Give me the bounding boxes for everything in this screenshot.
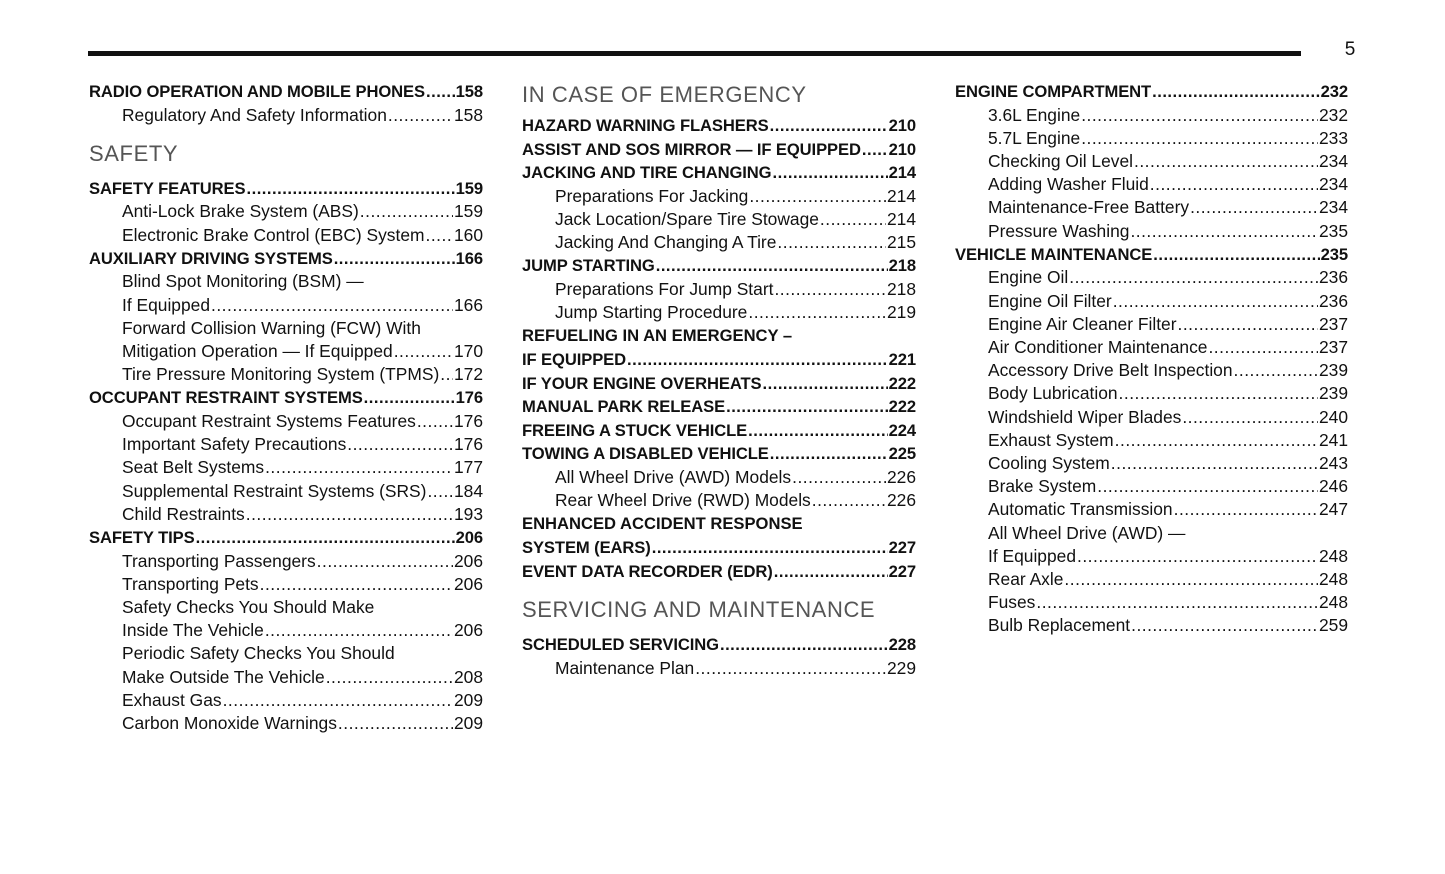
leader-dots <box>762 372 887 396</box>
toc-entry-jack-change[interactable] <box>522 231 916 254</box>
toc-entry-ears[interactable] <box>522 536 916 560</box>
toc-entry-park-release[interactable] <box>522 395 916 419</box>
leader-dots <box>440 363 453 386</box>
entry-label: Engine Oil <box>988 267 1069 288</box>
leader-dots <box>726 395 888 419</box>
leader-dots <box>394 340 453 363</box>
entry-label: Preparations For Jump Start <box>555 278 774 299</box>
toc-entry-bulb[interactable] <box>955 614 1348 637</box>
leader-dots <box>426 80 455 104</box>
entry-label: Occupant Restraint Systems Features <box>122 411 416 431</box>
toc-entry-brake[interactable] <box>955 475 1348 498</box>
entry-label: 5.7L Engine <box>988 127 1081 148</box>
toc-entry-battery[interactable] <box>955 196 1348 219</box>
entry-label: Jump Starting Procedure <box>555 302 748 323</box>
header-rule <box>88 51 1301 56</box>
leader-dots <box>196 526 455 550</box>
toc-entry-oil-filter[interactable] <box>955 290 1348 313</box>
toc-entry-cooling[interactable] <box>955 452 1348 475</box>
entry-label: Mitigation Operation — If Equipped <box>122 341 393 361</box>
leader-dots <box>1178 313 1318 336</box>
entry-page: 210 <box>888 139 916 159</box>
entry-label: Seat Belt Systems <box>122 457 265 478</box>
entry-label: Preparations For Jacking <box>555 185 749 206</box>
leader-dots <box>334 247 455 271</box>
leader-dots <box>720 633 888 657</box>
entry-page: 222 <box>888 373 916 393</box>
entry-label: Exhaust System <box>988 429 1114 450</box>
toc-entry-abs[interactable] <box>89 200 483 223</box>
entry-label: IF EQUIPPED <box>522 349 627 369</box>
entry-page: 235 <box>1318 220 1348 241</box>
leader-dots <box>1111 452 1318 475</box>
entry-page: 227 <box>888 537 916 557</box>
entry-label: JACKING AND TIRE CHANGING <box>522 163 772 183</box>
toc-entry-sos[interactable] <box>522 138 916 162</box>
entry-label: FREEING A STUCK VEHICLE <box>522 420 748 440</box>
entry-label: If Equipped <box>988 545 1076 566</box>
entry-page: 208 <box>453 666 483 687</box>
toc-entry-co[interactable] <box>89 712 483 735</box>
entry-page: 226 <box>886 466 916 487</box>
entry-label: Transporting Passengers <box>122 550 316 571</box>
leader-dots <box>1152 80 1320 104</box>
entry-page: 235 <box>1320 244 1348 264</box>
entry-label: Engine Oil Filter <box>988 290 1112 311</box>
toc-entry-refuel[interactable] <box>522 348 916 372</box>
entry-page: 218 <box>888 256 916 276</box>
leader-dots <box>695 657 886 680</box>
leader-dots <box>792 466 886 489</box>
entry-page: 232 <box>1320 82 1348 101</box>
toc-entry-inside-line1[interactable]: Safety Checks You Should Make <box>122 597 375 618</box>
entry-page: 221 <box>888 349 916 369</box>
leader-dots <box>812 489 886 512</box>
leader-dots <box>1119 382 1318 405</box>
leader-dots <box>1069 266 1318 289</box>
toc-entry-pets[interactable] <box>89 573 483 596</box>
toc-entry-hazard[interactable] <box>522 114 916 138</box>
leader-dots <box>1153 243 1319 267</box>
entry-page: 176 <box>453 434 483 455</box>
toc-entry-srs[interactable] <box>89 480 483 503</box>
entry-label: Air Conditioner Maintenance <box>988 337 1208 358</box>
entry-label: SCHEDULED SERVICING <box>522 635 719 655</box>
entry-page: 158 <box>455 82 483 101</box>
entry-page: 247 <box>1318 499 1348 520</box>
toc-entry-washer[interactable] <box>955 173 1348 196</box>
toc-entry-prep-jump[interactable] <box>522 278 916 301</box>
entry-page: 172 <box>453 364 483 385</box>
entry-page: 248 <box>1318 569 1348 590</box>
entry-label: Engine Air Cleaner Filter <box>988 313 1177 334</box>
leader-dots <box>656 254 888 278</box>
entry-label: AUXILIARY DRIVING SYSTEMS <box>89 248 333 268</box>
entry-label: HAZARD WARNING FLASHERS <box>522 116 769 135</box>
entry-page: 234 <box>1318 151 1348 171</box>
entry-label: Rear Wheel Drive (RWD) Models <box>555 490 811 511</box>
toc-entry-tpms[interactable] <box>89 363 483 386</box>
entry-page: 239 <box>1318 383 1348 404</box>
toc-entry-wipers[interactable] <box>955 406 1348 429</box>
toc-column-3 <box>955 80 1348 638</box>
entry-label: Windshield Wiper Blades <box>988 406 1182 427</box>
leader-dots <box>1234 359 1318 382</box>
leader-dots <box>1130 220 1318 243</box>
toc-entry-engine-comp[interactable] <box>955 80 1348 104</box>
toc-entry-child[interactable] <box>89 503 483 526</box>
leader-dots <box>770 442 888 466</box>
entry-page: 243 <box>1318 453 1348 474</box>
entry-label: Carbon Monoxide Warnings <box>122 713 337 734</box>
leader-dots <box>265 619 453 642</box>
entry-label: Jacking And Changing A Tire <box>555 232 777 253</box>
entry-page: 159 <box>455 178 483 198</box>
leader-dots <box>748 419 887 443</box>
toc-column-2 <box>522 80 916 680</box>
entry-label: Regulatory And Safety Information <box>122 104 387 125</box>
toc-entry-ebc[interactable] <box>89 224 483 247</box>
leader-dots <box>773 161 888 185</box>
entry-page: 184 <box>453 480 483 501</box>
entry-page: 229 <box>886 657 916 678</box>
toc-entry-safety-features[interactable] <box>89 177 483 201</box>
entry-page: 158 <box>453 104 483 125</box>
entry-page: 225 <box>888 444 916 464</box>
entry-page: 248 <box>1318 592 1348 613</box>
section-heading-servicing: SERVICING AND MAINTENANCE <box>522 597 876 623</box>
entry-label: Adding Washer Fluid <box>988 174 1149 195</box>
entry-page: 206 <box>455 528 483 548</box>
toc-entry-jump[interactable] <box>522 254 916 278</box>
entry-page: 214 <box>886 185 916 206</box>
toc-entry-refuel-line1[interactable]: REFUELING IN AN EMERGENCY – <box>522 326 793 346</box>
leader-dots <box>749 185 886 208</box>
toc-entry-towing[interactable] <box>522 442 916 466</box>
toc-entry-exhaust-gas[interactable] <box>89 689 483 712</box>
section-heading-safety: SAFETY <box>89 140 179 166</box>
entry-label: Important Safety Precautions <box>122 434 347 455</box>
toc-entry-awd[interactable] <box>955 545 1348 568</box>
entry-label: JUMP STARTING <box>522 256 655 276</box>
leader-dots <box>1077 545 1318 568</box>
toc-entry-outside-line1[interactable]: Periodic Safety Checks You Should <box>122 643 395 664</box>
entry-label: SYSTEM (EARS) <box>522 537 651 557</box>
leader-dots <box>260 573 453 596</box>
toc-entry-vehicle-maint[interactable] <box>955 243 1348 267</box>
entry-label: Child Restraints <box>122 503 245 524</box>
entry-label: RADIO OPERATION AND MOBILE PHONES <box>89 82 425 101</box>
leader-dots <box>1064 568 1318 591</box>
leader-dots <box>246 177 454 201</box>
entry-page: 228 <box>888 635 916 655</box>
leader-dots <box>246 503 453 526</box>
entry-page: 232 <box>1318 104 1348 125</box>
entry-page: 224 <box>888 420 916 440</box>
toc-entry-passengers[interactable] <box>89 550 483 573</box>
toc-entry-belt[interactable] <box>955 359 1348 382</box>
entry-page: 222 <box>888 397 916 417</box>
entry-page: 176 <box>453 411 483 431</box>
section-heading-emergency: IN CASE OF EMERGENCY <box>522 82 807 107</box>
entry-label: Supplemental Restraint Systems (SRS) <box>122 480 427 501</box>
leader-dots <box>326 666 453 689</box>
leader-dots <box>417 410 453 433</box>
entry-page: 166 <box>455 248 483 268</box>
leader-dots <box>1208 336 1318 359</box>
toc-entry-ors-features[interactable] <box>89 410 483 433</box>
leader-dots <box>1036 591 1318 614</box>
toc-entry-inside[interactable] <box>89 619 483 642</box>
entry-page: 240 <box>1318 406 1348 427</box>
leader-dots <box>748 301 886 324</box>
entry-page: 226 <box>886 490 916 511</box>
entry-page: 237 <box>1318 313 1348 334</box>
entry-page: 215 <box>886 232 916 253</box>
entry-page: 170 <box>453 341 483 361</box>
entry-label: Electronic Brake Control (EBC) System <box>122 224 425 245</box>
entry-label: SAFETY TIPS <box>89 528 195 548</box>
entry-label: Rear Axle <box>988 569 1064 590</box>
leader-dots <box>1174 498 1318 521</box>
entry-label: VEHICLE MAINTENANCE <box>955 244 1153 264</box>
entry-page: 248 <box>1318 545 1348 566</box>
entry-label: Cooling System <box>988 453 1110 474</box>
leader-dots <box>317 550 453 573</box>
leader-dots <box>223 689 453 712</box>
entry-label: MANUAL PARK RELEASE <box>522 397 726 417</box>
entry-label: Jack Location/Spare Tire Stowage <box>555 208 819 229</box>
entry-page: 239 <box>1318 360 1348 381</box>
entry-label: Brake System <box>988 476 1097 497</box>
entry-page: 236 <box>1318 290 1348 311</box>
entry-page: 218 <box>886 278 916 299</box>
leader-dots <box>338 712 453 735</box>
leader-dots <box>770 114 888 138</box>
leader-dots <box>1131 614 1318 637</box>
entry-page: 206 <box>453 550 483 571</box>
entry-label: 3.6L Engine <box>988 104 1081 125</box>
toc-entry-exhaust-system[interactable] <box>955 429 1348 452</box>
entry-page: 159 <box>453 201 483 222</box>
entry-page: 219 <box>886 302 916 323</box>
entry-label: Transporting Pets <box>122 573 259 594</box>
entry-label: Tire Pressure Monitoring System (TPMS) <box>122 364 440 385</box>
toc-entry-engine-oil[interactable] <box>955 266 1348 289</box>
entry-page: 214 <box>888 163 916 183</box>
leader-dots <box>1081 104 1318 127</box>
entry-page: 206 <box>453 620 483 641</box>
entry-label: IF YOUR ENGINE OVERHEATS <box>522 373 762 393</box>
toc-entry-safety-tips[interactable] <box>89 526 483 550</box>
toc-entry-oil-level[interactable] <box>955 150 1348 173</box>
entry-label: Accessory Drive Belt Inspection <box>988 360 1233 381</box>
entry-label: ENGINE COMPARTMENT <box>955 82 1152 101</box>
entry-label: Maintenance Plan <box>555 657 695 678</box>
entry-label: Anti-Lock Brake System (ABS) <box>122 201 359 222</box>
leader-dots <box>1190 196 1318 219</box>
entry-label: If Equipped <box>122 294 210 315</box>
leader-dots <box>820 208 886 231</box>
toc-entry-36-engine[interactable] <box>955 104 1348 127</box>
entry-page: 214 <box>886 208 916 229</box>
entry-page: 166 <box>453 294 483 315</box>
toc-entry-fcw-line1[interactable]: Forward Collision Warning (FCW) With <box>122 317 421 338</box>
entry-label: Exhaust Gas <box>122 689 222 710</box>
toc-entry-radio[interactable] <box>89 80 483 104</box>
leader-dots <box>388 104 453 127</box>
toc-entry-auto-trans[interactable] <box>955 498 1348 521</box>
toc-entry-edr[interactable] <box>522 560 916 584</box>
entry-label: Checking Oil Level <box>988 151 1133 171</box>
entry-label: All Wheel Drive (AWD) Models <box>555 466 792 487</box>
leader-dots <box>347 433 453 456</box>
leader-dots <box>862 138 888 162</box>
toc-entry-pressure[interactable] <box>955 220 1348 243</box>
toc-entry-57-engine[interactable] <box>955 127 1348 150</box>
entry-label: EVENT DATA RECORDER (EDR) <box>522 561 773 581</box>
toc-entry-stuck[interactable] <box>522 419 916 443</box>
toc-entry-ac[interactable] <box>955 336 1348 359</box>
toc-entry-body-lube[interactable] <box>955 382 1348 405</box>
toc-entry-seat-belt[interactable] <box>89 456 483 479</box>
leader-dots <box>1097 475 1318 498</box>
toc-entry-bsm-line1[interactable]: Blind Spot Monitoring (BSM) — <box>122 271 364 292</box>
entry-page: 209 <box>453 713 483 734</box>
entry-page: 241 <box>1318 429 1348 450</box>
entry-page: 206 <box>453 573 483 594</box>
leader-dots <box>211 294 453 317</box>
toc-entry-scheduled[interactable] <box>522 633 916 657</box>
toc-entry-occupant[interactable] <box>89 386 483 410</box>
entry-page: 234 <box>1318 197 1348 218</box>
entry-label: Inside The Vehicle <box>122 620 264 641</box>
entry-label: TOWING A DISABLED VEHICLE <box>522 444 769 464</box>
entry-page: 193 <box>453 503 483 524</box>
leader-dots <box>364 386 455 410</box>
entry-label: Pressure Washing <box>988 220 1130 241</box>
entry-page: 209 <box>453 689 483 710</box>
toc-entry-rear-axle[interactable] <box>955 568 1348 591</box>
toc-entry-jump-proc[interactable] <box>522 301 916 324</box>
entry-page: 259 <box>1318 615 1348 636</box>
toc-entry-rwd-models[interactable] <box>522 489 916 512</box>
toc-entry-awd-models[interactable] <box>522 466 916 489</box>
entry-label: Bulb Replacement <box>988 615 1131 636</box>
entry-page: 210 <box>888 116 916 135</box>
entry-page: 160 <box>453 224 483 245</box>
entry-page: 227 <box>888 561 916 581</box>
toc-entry-fuses[interactable] <box>955 591 1348 614</box>
toc-entry-maint-plan[interactable] <box>522 657 916 680</box>
toc-entry-outside[interactable] <box>89 666 483 689</box>
toc-entry-bsm[interactable] <box>89 294 483 317</box>
leader-dots <box>1182 406 1318 429</box>
toc-entry-prep-jacking[interactable] <box>522 185 916 208</box>
entry-page: 237 <box>1318 337 1348 358</box>
toc-entry-regulatory[interactable] <box>89 104 483 127</box>
entry-label: Maintenance-Free Battery <box>988 197 1190 218</box>
leader-dots <box>427 480 453 503</box>
leader-dots <box>1134 150 1318 173</box>
leader-dots <box>777 231 886 254</box>
leader-dots <box>1113 290 1318 313</box>
entry-label: OCCUPANT RESTRAINT SYSTEMS <box>89 388 363 408</box>
toc-entry-precautions[interactable] <box>89 433 483 456</box>
entry-label: ASSIST AND SOS MIRROR — IF EQUIPPED <box>522 139 861 159</box>
leader-dots <box>627 348 888 372</box>
toc-entry-overheat[interactable] <box>522 372 916 396</box>
leader-dots <box>652 536 888 560</box>
page-number: 5 <box>1344 39 1356 60</box>
leader-dots <box>426 224 453 247</box>
entry-page: 177 <box>453 457 483 478</box>
entry-page: 233 <box>1318 127 1348 148</box>
toc-entry-awd-line1[interactable]: All Wheel Drive (AWD) — <box>988 522 1186 543</box>
entry-page: 236 <box>1318 267 1348 288</box>
leader-dots <box>1081 127 1318 150</box>
leader-dots <box>1115 429 1318 452</box>
leader-dots <box>265 456 453 479</box>
leader-dots <box>360 200 453 223</box>
toc-entry-jack-location[interactable] <box>522 208 916 231</box>
toc-column-1 <box>89 80 483 735</box>
toc-entry-auxiliary[interactable] <box>89 247 483 271</box>
toc-entry-fcw[interactable] <box>89 340 483 363</box>
entry-page: 246 <box>1318 476 1348 497</box>
leader-dots <box>774 278 886 301</box>
toc-entry-ears-line1[interactable]: ENHANCED ACCIDENT RESPONSE <box>522 514 803 534</box>
entry-label: Make Outside The Vehicle <box>122 666 325 687</box>
toc-entry-jacking[interactable] <box>522 161 916 185</box>
entry-page: 234 <box>1318 174 1348 195</box>
toc-entry-air-cleaner[interactable] <box>955 313 1348 336</box>
entry-label: SAFETY FEATURES <box>89 178 246 198</box>
leader-dots <box>774 560 888 584</box>
leader-dots <box>1150 173 1318 196</box>
entry-label: Body Lubrication <box>988 383 1118 404</box>
entry-label: Fuses <box>988 592 1036 613</box>
entry-page: 176 <box>455 388 483 408</box>
entry-label: Automatic Transmission <box>988 499 1173 520</box>
